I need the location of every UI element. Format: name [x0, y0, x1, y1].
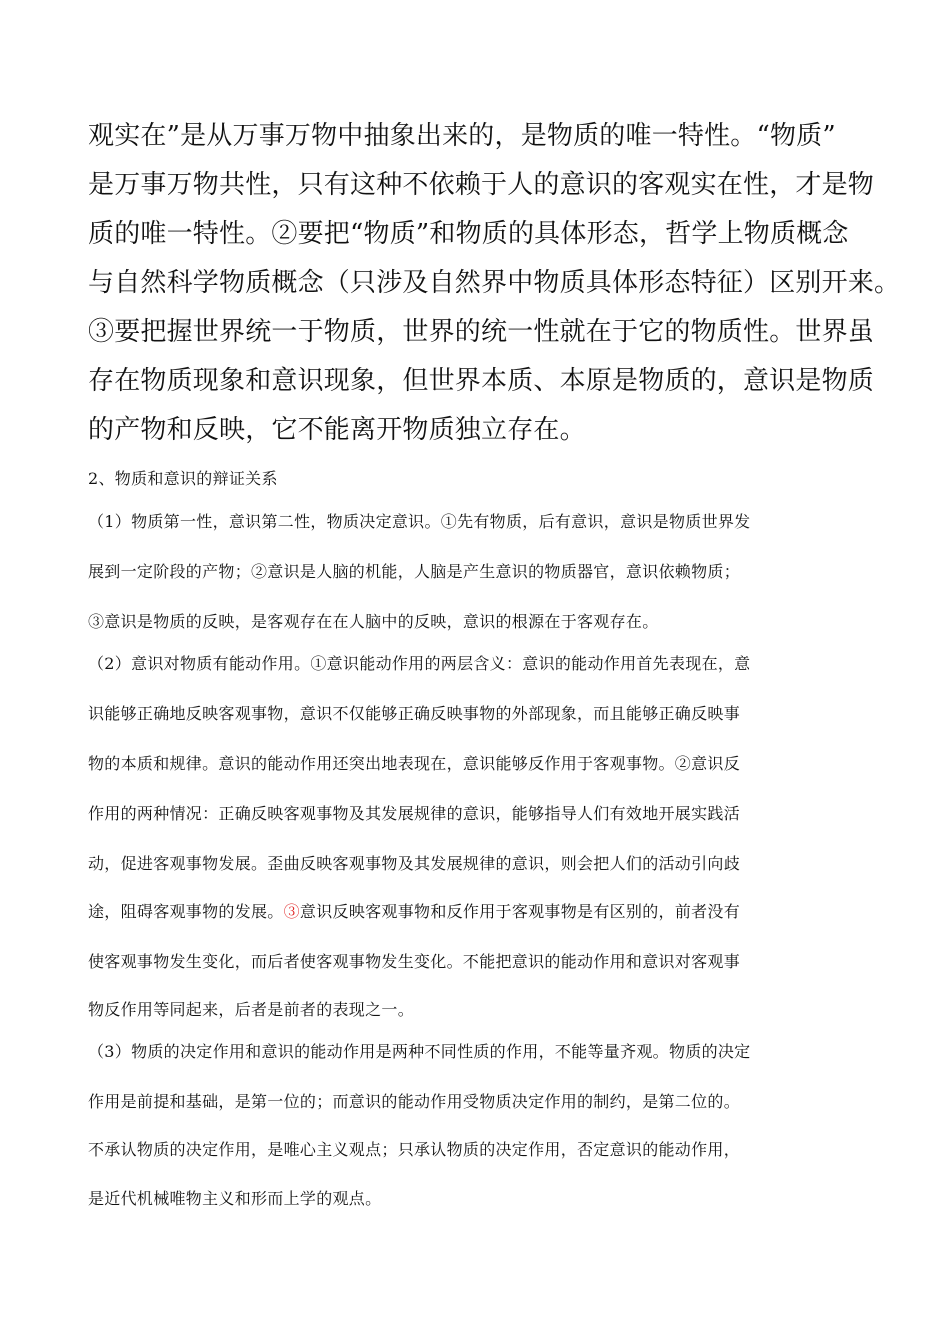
text-line: ③要把握世界统一于物质，世界的统一性就在于它的物质性。世界虽 — [88, 317, 875, 347]
text-line: 物的本质和规律。意识的能动作用还突出地表现在，意识能够反作用于客观事物。②意识反 — [88, 754, 741, 773]
text-line: （2）意识对物质有能动作用。①意识能动作用的两层含义：意识的能动作用首先表现在，意 — [88, 654, 751, 673]
text-line: 使客观事物发生变化，而后者使客观事物发生变化。不能把意识的能动作用和意识对客观事 — [88, 952, 741, 971]
section-heading: 2、物质和意识的辩证关系 — [88, 469, 278, 488]
text-line: 质的唯一特性。②要把“物质”和物质的具体形态，哲学上物质概念 — [88, 219, 849, 249]
text-line — [88, 902, 740, 922]
text-segment: 途，阻碍客观事物的发展。 — [88, 902, 284, 921]
text-line: 作用的两种情况：正确反映客观事物及其发展规律的意识，能够指导人们有效地开展实践活 — [88, 804, 741, 823]
text-line: 不承认物质的决定作用，是唯心主义观点；只承认物质的决定作用，否定意识的能动作用， — [88, 1140, 741, 1159]
text-line: 的产物和反映，它不能离开物质独立存在。 — [88, 415, 586, 445]
text-line: 观实在”是从万事万物中抽象出来的，是物质的唯一特性。“物质” — [88, 121, 836, 151]
text-line: 动，促进客观事物发展。歪曲反映客观事物及其发展规律的意识，则会把人们的活动引向歧 — [88, 854, 741, 873]
text-line: 与自然科学物质概念（只涉及自然界中物质具体形态特征）区别开来。 — [88, 268, 901, 298]
text-line: 是万事万物共性，只有这种不依赖于人的意识的客观实在性，才是物 — [88, 170, 875, 200]
highlight-mark: ③ — [283, 902, 300, 921]
text-line: 物反作用等同起来，后者是前者的表现之一。 — [88, 1000, 415, 1019]
text-line: 识能够正确地反映客观事物，意识不仅能够正确反映事物的外部现象，而且能够正确反映事 — [88, 704, 741, 723]
text-line: （3）物质的决定作用和意识的能动作用是两种不同性质的作用，不能等量齐观。物质的决定 — [88, 1042, 751, 1061]
text-line: 存在物质现象和意识现象，但世界本质、本原是物质的，意识是物质 — [88, 366, 875, 396]
text-segment: 意识反映客观事物和反作用于客观事物是有区别的，前者没有 — [299, 902, 741, 921]
text-line: （1）物质第一性，意识第二性，物质决定意识。①先有物质，后有意识，意识是物质世界发 — [88, 512, 751, 531]
text-line: ③意识是物质的反映，是客观存在在人脑中的反映，意识的根源在于客观存在。 — [88, 612, 659, 631]
text-line: 展到一定阶段的产物；②意识是人脑的机能，人脑是产生意识的物质器官，意识依赖物质； — [88, 562, 741, 581]
text-line: 作用是前提和基础，是第一位的；而意识的能动作用受物质决定作用的制约，是第二位的。 — [88, 1092, 741, 1111]
text-line: 是近代机械唯物主义和形而上学的观点。 — [88, 1189, 382, 1208]
